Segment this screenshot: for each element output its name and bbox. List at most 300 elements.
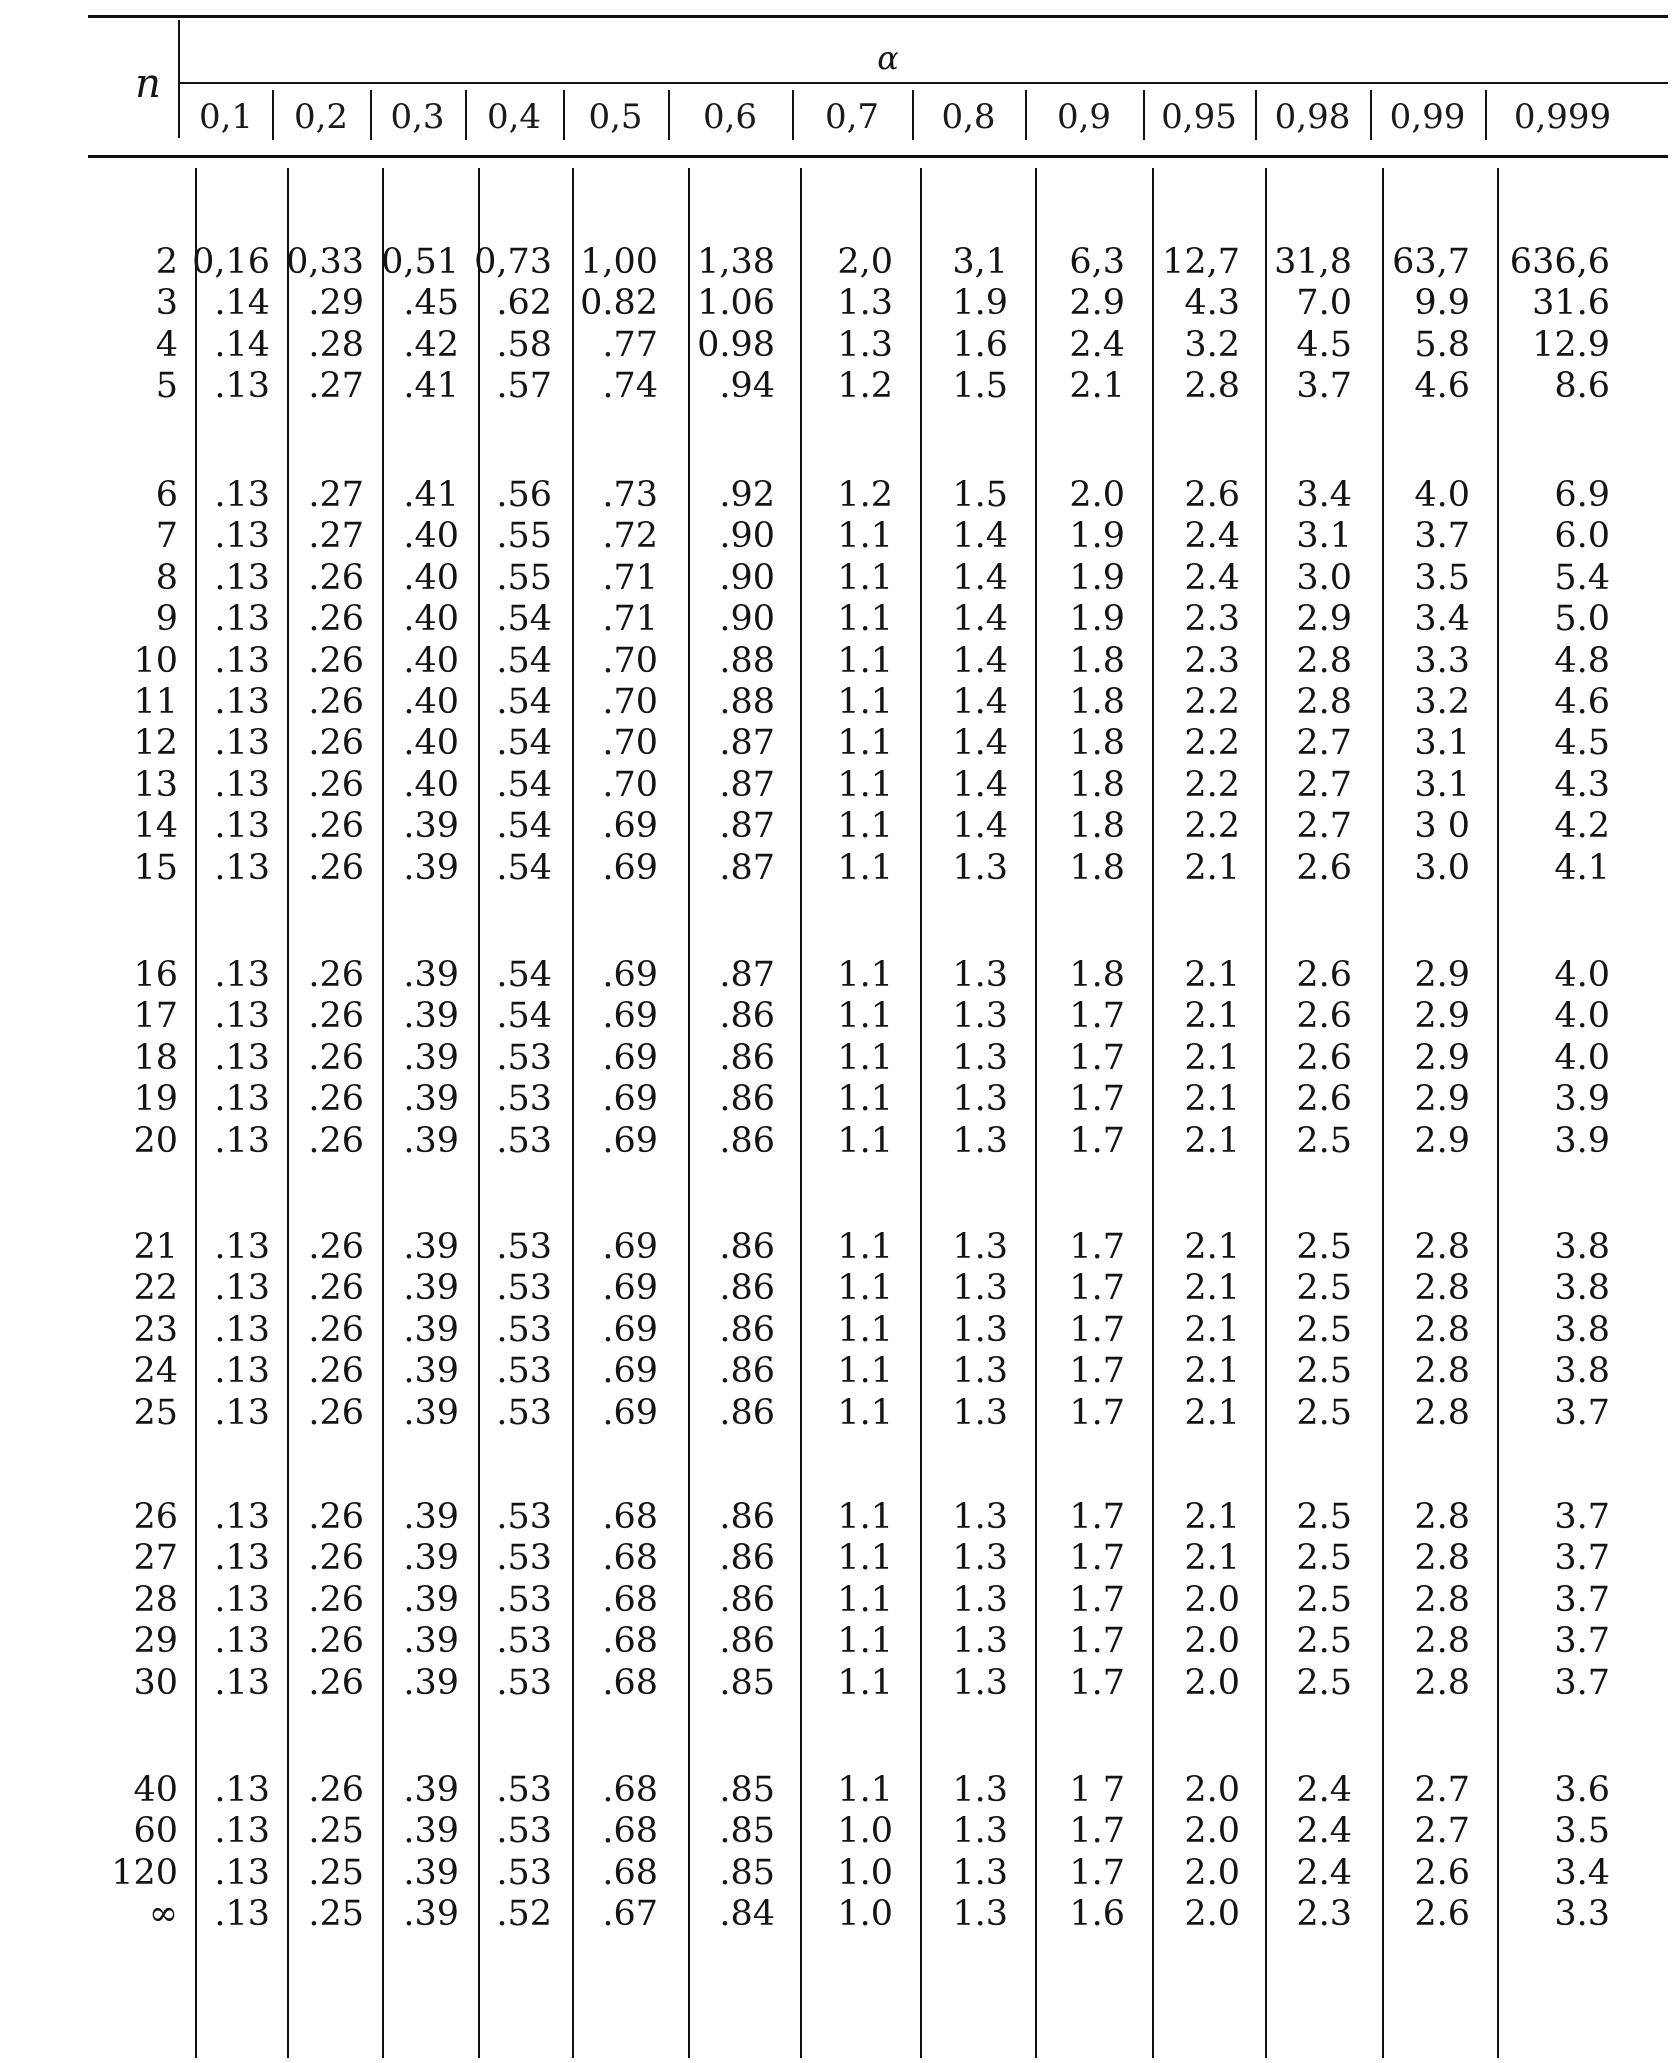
table-cell: .39: [403, 1621, 459, 1661]
table-cell: .53: [496, 1770, 552, 1810]
table-cell: 1.7: [1069, 1580, 1125, 1620]
table-cell: .84: [719, 1894, 775, 1934]
table-cell: 3.5: [1554, 1811, 1610, 1851]
table-cell: 1.1: [837, 1621, 893, 1661]
table-cell: 0.98: [697, 325, 775, 365]
table-cell: .39: [403, 1663, 459, 1703]
table-cell: 2.1: [1184, 1268, 1240, 1308]
table-cell: .54: [496, 641, 552, 681]
table-cell: 1.3: [952, 1663, 1008, 1703]
table-cell: 1.3: [952, 1853, 1008, 1893]
table-cell: 3.7: [1554, 1621, 1610, 1661]
table-cell: 3.7: [1296, 366, 1352, 406]
table-cell: 2.1: [1184, 1079, 1240, 1119]
table-cell: .57: [496, 366, 552, 406]
row-label-n: 14: [133, 806, 178, 846]
table-cell: 1.1: [837, 641, 893, 681]
table-cell: 2.8: [1414, 1227, 1470, 1267]
table-cell: 2.9: [1414, 1121, 1470, 1161]
table-cell: 1.3: [952, 955, 1008, 995]
table-cell: 1.3: [952, 1121, 1008, 1161]
table-cell: .69: [602, 1351, 658, 1391]
table-cell: 1.8: [1069, 682, 1125, 722]
row-header-n: n: [135, 61, 161, 107]
column-header: 0,6: [702, 97, 758, 137]
table-cell: .68: [602, 1538, 658, 1578]
table-cell: 2.8: [1414, 1580, 1470, 1620]
table-cell: .13: [214, 1310, 270, 1350]
table-cell: 1.7: [1069, 1621, 1125, 1661]
table-cell: .39: [403, 955, 459, 995]
table-cell: 7.0: [1296, 283, 1352, 323]
table-cell: .94: [719, 366, 775, 406]
table-cell: 1.1: [837, 806, 893, 846]
row-label-n: 21: [133, 1227, 178, 1267]
table-cell: .26: [308, 723, 364, 763]
table-cell: .69: [602, 1038, 658, 1078]
table-cell: .68: [602, 1580, 658, 1620]
table-cell: .87: [719, 848, 775, 888]
table-cell: 5.0: [1554, 599, 1610, 639]
table-cell: .13: [214, 1894, 270, 1934]
table-cell: .53: [496, 1121, 552, 1161]
row-label-n: 19: [133, 1079, 178, 1119]
table-cell: 1.1: [837, 1268, 893, 1308]
table-cell: .86: [719, 1497, 775, 1537]
table-cell: 3 0: [1414, 806, 1470, 846]
table-cell: 0,33: [286, 242, 364, 282]
table-cell: 31.6: [1532, 283, 1610, 323]
table-cell: .53: [496, 1393, 552, 1433]
table-cell: .41: [403, 475, 459, 515]
row-label-n: 20: [133, 1121, 178, 1161]
table-cell: 1.7: [1069, 1227, 1125, 1267]
table-cell: 2.2: [1184, 765, 1240, 805]
table-cell: 1.7: [1069, 1853, 1125, 1893]
table-cell: 1.1: [837, 1079, 893, 1119]
table-cell: .92: [719, 475, 775, 515]
table-cell: 1.1: [837, 848, 893, 888]
table-cell: 2.8: [1414, 1393, 1470, 1433]
table-cell: .39: [403, 1121, 459, 1161]
table-cell: 1.1: [837, 1663, 893, 1703]
table-cell: .26: [308, 1393, 364, 1433]
table-cell: 2,0: [837, 242, 893, 282]
row-label-n: 27: [133, 1538, 178, 1578]
table-cell: .13: [214, 806, 270, 846]
table-cell: 1.3: [837, 325, 893, 365]
table-cell: 1.8: [1069, 806, 1125, 846]
table-cell: 9.9: [1414, 283, 1470, 323]
table-cell: 2.1: [1184, 996, 1240, 1036]
row-label-n: 18: [133, 1038, 178, 1078]
table-cell: 1.4: [952, 516, 1008, 556]
table-cell: .88: [719, 682, 775, 722]
table-cell: .13: [214, 1121, 270, 1161]
row-label-n: 5: [155, 366, 178, 406]
table-cell: .13: [214, 1038, 270, 1078]
table-cell: .42: [403, 325, 459, 365]
header-column-divider: [370, 90, 372, 140]
table-cell: 1.7: [1069, 996, 1125, 1036]
table-cell: .73: [602, 475, 658, 515]
table-cell: 1.2: [837, 475, 893, 515]
table-cell: 3.3: [1414, 641, 1470, 681]
table-cell: 2.5: [1296, 1268, 1352, 1308]
table-cell: .13: [214, 599, 270, 639]
table-cell: 2.0: [1184, 1621, 1240, 1661]
table-cell: .69: [602, 1268, 658, 1308]
table-cell: 1.7: [1069, 1351, 1125, 1391]
table-cell: 1.7: [1069, 1079, 1125, 1119]
table-cell: .55: [496, 516, 552, 556]
table-cell: .40: [403, 723, 459, 763]
table-cell: 4.0: [1414, 475, 1470, 515]
table-cell: 2.1: [1184, 848, 1240, 888]
table-cell: .26: [308, 599, 364, 639]
table-cell: 1.1: [837, 516, 893, 556]
table-cell: .53: [496, 1853, 552, 1893]
table-cell: .26: [308, 848, 364, 888]
table-cell: .13: [214, 1393, 270, 1433]
table-cell: 2.3: [1184, 599, 1240, 639]
table-cell: 3.6: [1554, 1770, 1610, 1810]
table-cell: .68: [602, 1497, 658, 1537]
table-cell: .53: [496, 1268, 552, 1308]
table-cell: .71: [602, 558, 658, 598]
table-cell: 3.1: [1414, 723, 1470, 763]
table-cell: .25: [308, 1894, 364, 1934]
table-cell: 2.4: [1296, 1770, 1352, 1810]
table-cell: .54: [496, 599, 552, 639]
table-cell: 1.1: [837, 723, 893, 763]
table-cell: 5.4: [1554, 558, 1610, 598]
table-cell: 4.3: [1184, 283, 1240, 323]
header-column-divider: [1143, 90, 1145, 140]
table-cell: 1.1: [837, 1310, 893, 1350]
table-cell: .27: [308, 516, 364, 556]
table-cell: 3.8: [1554, 1227, 1610, 1267]
table-cell: 1.3: [952, 1811, 1008, 1851]
table-cell: 2.5: [1296, 1663, 1352, 1703]
table-cell: 2.0: [1184, 1853, 1240, 1893]
table-cell: .39: [403, 1770, 459, 1810]
table-cell: 2.8: [1184, 366, 1240, 406]
table-cell: 2.8: [1414, 1268, 1470, 1308]
table-cell: .86: [719, 1538, 775, 1578]
table-cell: .13: [214, 1268, 270, 1308]
row-label-n: 17: [133, 996, 178, 1036]
table-cell: .13: [214, 682, 270, 722]
table-cell: .26: [308, 1227, 364, 1267]
table-cell: 1.1: [837, 765, 893, 805]
table-cell: 2.0: [1184, 1894, 1240, 1934]
table-cell: 4.6: [1554, 682, 1610, 722]
table-cell: 1.2: [837, 366, 893, 406]
table-cell: .54: [496, 955, 552, 995]
table-cell: 3.3: [1554, 1894, 1610, 1934]
table-cell: 2.4: [1184, 558, 1240, 598]
table-cell: 1.1: [837, 1580, 893, 1620]
table-cell: .13: [214, 996, 270, 1036]
table-cell: .26: [308, 1268, 364, 1308]
table-cell: 3.9: [1554, 1121, 1610, 1161]
table-cell: .40: [403, 558, 459, 598]
table-cell: .86: [719, 1038, 775, 1078]
table-cell: .88: [719, 641, 775, 681]
table-cell: .39: [403, 1853, 459, 1893]
table-cell: .53: [496, 1538, 552, 1578]
table-cell: 0,73: [474, 242, 552, 282]
table-cell: 1.7: [1069, 1393, 1125, 1433]
table-cell: 2.5: [1296, 1393, 1352, 1433]
table-cell: 1.3: [952, 996, 1008, 1036]
table-cell: 2.6: [1296, 1079, 1352, 1119]
table-cell: 4.2: [1554, 806, 1610, 846]
table-cell: 2.6: [1414, 1853, 1470, 1893]
table-cell: .39: [403, 1079, 459, 1119]
table-cell: .39: [403, 996, 459, 1036]
table-cell: 3.7: [1554, 1580, 1610, 1620]
table-cell: .54: [496, 806, 552, 846]
table-cell: .86: [719, 1393, 775, 1433]
column-header: 0,4: [486, 97, 542, 137]
table-cell: .13: [214, 1811, 270, 1851]
column-header: 0,95: [1161, 97, 1237, 137]
table-cell: 2.1: [1184, 1121, 1240, 1161]
table-cell: .86: [719, 1079, 775, 1119]
table-cell: 2.7: [1296, 765, 1352, 805]
column-header: 0,1: [198, 97, 254, 137]
table-cell: .13: [214, 475, 270, 515]
table-cell: 6,3: [1069, 242, 1125, 282]
column-header: 0,3: [390, 97, 445, 137]
table-cell: 1.9: [1069, 599, 1125, 639]
table-cell: 1.8: [1069, 955, 1125, 995]
table-cell: .39: [403, 1538, 459, 1578]
table-cell: 2.3: [1184, 641, 1240, 681]
table-cell: 2.6: [1296, 996, 1352, 1036]
table-cell: 2.5: [1296, 1621, 1352, 1661]
table-cell: 3.1: [1296, 516, 1352, 556]
table-cell: 4.1: [1554, 848, 1610, 888]
table-cell: 3.7: [1554, 1393, 1610, 1433]
table-cell: 2.8: [1414, 1538, 1470, 1578]
table-cell: .40: [403, 682, 459, 722]
table-cell: .13: [214, 765, 270, 805]
table-cell: .13: [214, 1079, 270, 1119]
table-cell: 1.1: [837, 682, 893, 722]
row-label-n: 6: [155, 475, 178, 515]
table-cell: .13: [214, 516, 270, 556]
table-cell: 1.8: [1069, 848, 1125, 888]
row-label-n: 13: [133, 765, 178, 805]
row-label-n: 7: [155, 516, 178, 556]
table-cell: .26: [308, 1038, 364, 1078]
column-group-header-alpha: α: [877, 39, 899, 77]
header-column-divider: [668, 90, 670, 140]
table-cell: 1.9: [952, 283, 1008, 323]
table-cell: 4.5: [1296, 325, 1352, 365]
table-cell: .54: [496, 682, 552, 722]
column-header: 0,98: [1274, 97, 1351, 137]
table-cell: 2.4: [1296, 1811, 1352, 1851]
table-cell: .40: [403, 765, 459, 805]
table-cell: .69: [602, 1310, 658, 1350]
table-cell: 2.8: [1414, 1351, 1470, 1391]
table-cell: 1.6: [1069, 1894, 1125, 1934]
row-label-n: 10: [133, 641, 178, 681]
table-cell: 3.2: [1414, 682, 1470, 722]
table-cell: .39: [403, 1038, 459, 1078]
table-cell: .13: [214, 1663, 270, 1703]
table-cell: .26: [308, 1621, 364, 1661]
table-cell: .26: [308, 641, 364, 681]
table-cell: .90: [719, 558, 775, 598]
table-cell: .85: [719, 1663, 775, 1703]
table-cell: 1.4: [952, 765, 1008, 805]
table-cell: 1.7: [1069, 1811, 1125, 1851]
table-cell: .85: [719, 1770, 775, 1810]
table-cell: 1.4: [952, 682, 1008, 722]
table-cell: 3.4: [1414, 599, 1470, 639]
table-cell: .90: [719, 516, 775, 556]
table-cell: .26: [308, 955, 364, 995]
table-cell: 1,38: [697, 242, 775, 282]
table-cell: .26: [308, 558, 364, 598]
table-cell: 2.2: [1184, 682, 1240, 722]
table-cell: 2.8: [1296, 682, 1352, 722]
table-cell: 1.0: [837, 1811, 893, 1851]
table-cell: 1 7: [1069, 1770, 1125, 1810]
header-column-divider: [1485, 90, 1487, 140]
table-cell: 0.82: [580, 283, 658, 323]
table-cell: 1.1: [837, 1497, 893, 1537]
table-cell: .70: [602, 765, 658, 805]
row-label-n: 120: [111, 1853, 178, 1893]
row-label-n: 26: [133, 1497, 178, 1537]
column-header: 0,5: [588, 97, 643, 137]
table-cell: .39: [403, 1497, 459, 1537]
table-cell: .53: [496, 1227, 552, 1267]
table-cell: .68: [602, 1663, 658, 1703]
row-label-n: 4: [155, 325, 178, 365]
table-cell: 1.6: [952, 325, 1008, 365]
table-cell: .68: [602, 1811, 658, 1851]
table-cell: .53: [496, 1663, 552, 1703]
table-cell: 2.7: [1414, 1811, 1470, 1851]
table-cell: 4.3: [1554, 765, 1610, 805]
table-cell: 2.5: [1296, 1351, 1352, 1391]
table-cell: 12,7: [1162, 242, 1240, 282]
table-cell: 1.7: [1069, 1268, 1125, 1308]
table-cell: 2.1: [1184, 955, 1240, 995]
table-cell: 3.2: [1184, 325, 1240, 365]
table-cell: .53: [496, 1310, 552, 1350]
table-cell: 3.7: [1554, 1497, 1610, 1537]
table-cell: 8.6: [1554, 366, 1610, 406]
table-cell: .13: [214, 1770, 270, 1810]
table-cell: 1.1: [837, 1038, 893, 1078]
table-cell: 12.9: [1532, 325, 1610, 365]
table-cell: .86: [719, 1227, 775, 1267]
row-label-n: 23: [133, 1310, 178, 1350]
table-cell: 1.3: [952, 1227, 1008, 1267]
table-cell: .26: [308, 1770, 364, 1810]
table-cell: .26: [308, 1310, 364, 1350]
table-cell: 2.9: [1414, 955, 1470, 995]
table-cell: 636,6: [1509, 242, 1610, 282]
table-cell: 63,7: [1392, 242, 1470, 282]
table-cell: .27: [308, 475, 364, 515]
row-label-n: 9: [155, 599, 178, 639]
table-cell: .53: [496, 1580, 552, 1620]
table-cell: 1.4: [952, 641, 1008, 681]
table-cell: .53: [496, 1811, 552, 1851]
table-cell: 2.0: [1069, 475, 1125, 515]
table-cell: 1.9: [1069, 558, 1125, 598]
table-cell: .26: [308, 682, 364, 722]
row-label-n: 11: [133, 682, 178, 722]
header-column-divider: [465, 90, 467, 140]
table-cell: 1.5: [952, 366, 1008, 406]
table-cell: .53: [496, 1038, 552, 1078]
table-cell: 3.7: [1554, 1538, 1610, 1578]
table-cell: 1.1: [837, 1227, 893, 1267]
table-cell: .69: [602, 955, 658, 995]
row-label-n: 3: [155, 283, 178, 323]
table-cell: 6.9: [1554, 475, 1610, 515]
table-cell: 1.0: [837, 1853, 893, 1893]
table-cell: 2.1: [1184, 1538, 1240, 1578]
table-cell: 1.4: [952, 806, 1008, 846]
table-cell: .69: [602, 1393, 658, 1433]
table-cell: .13: [214, 848, 270, 888]
table-cell: 2.8: [1414, 1621, 1470, 1661]
table-cell: 1,00: [580, 242, 658, 282]
table-cell: 3.8: [1554, 1268, 1610, 1308]
table-cell: 1.3: [952, 1497, 1008, 1537]
table-cell: 0,51: [381, 242, 459, 282]
table-cell: .90: [719, 599, 775, 639]
table-cell: 1.9: [1069, 516, 1125, 556]
table-cell: .39: [403, 1894, 459, 1934]
table-cell: 2.0: [1184, 1580, 1240, 1620]
header-column-divider: [1255, 90, 1257, 140]
table-cell: 2.4: [1069, 325, 1125, 365]
top-rule: [88, 15, 1668, 18]
row-label-n: 29: [133, 1621, 178, 1661]
table-cell: .45: [403, 283, 459, 323]
table-cell: .68: [602, 1770, 658, 1810]
table-cell: .54: [496, 723, 552, 763]
table-cell: .58: [496, 325, 552, 365]
table-cell: 1.3: [952, 1621, 1008, 1661]
table-cell: .85: [719, 1811, 775, 1851]
table-cell: .54: [496, 848, 552, 888]
table-cell: 2.5: [1296, 1497, 1352, 1537]
table-cell: .26: [308, 1079, 364, 1119]
table-cell: 3.8: [1554, 1310, 1610, 1350]
header-column-divider: [912, 90, 914, 140]
table-cell: 6.0: [1554, 516, 1610, 556]
table-cell: 1.3: [952, 1538, 1008, 1578]
table-cell: 2.5: [1296, 1121, 1352, 1161]
table-cell: 1.7: [1069, 1038, 1125, 1078]
table-cell: .39: [403, 1310, 459, 1350]
table-cell: .53: [496, 1079, 552, 1119]
column-header: 0,99: [1389, 97, 1466, 137]
